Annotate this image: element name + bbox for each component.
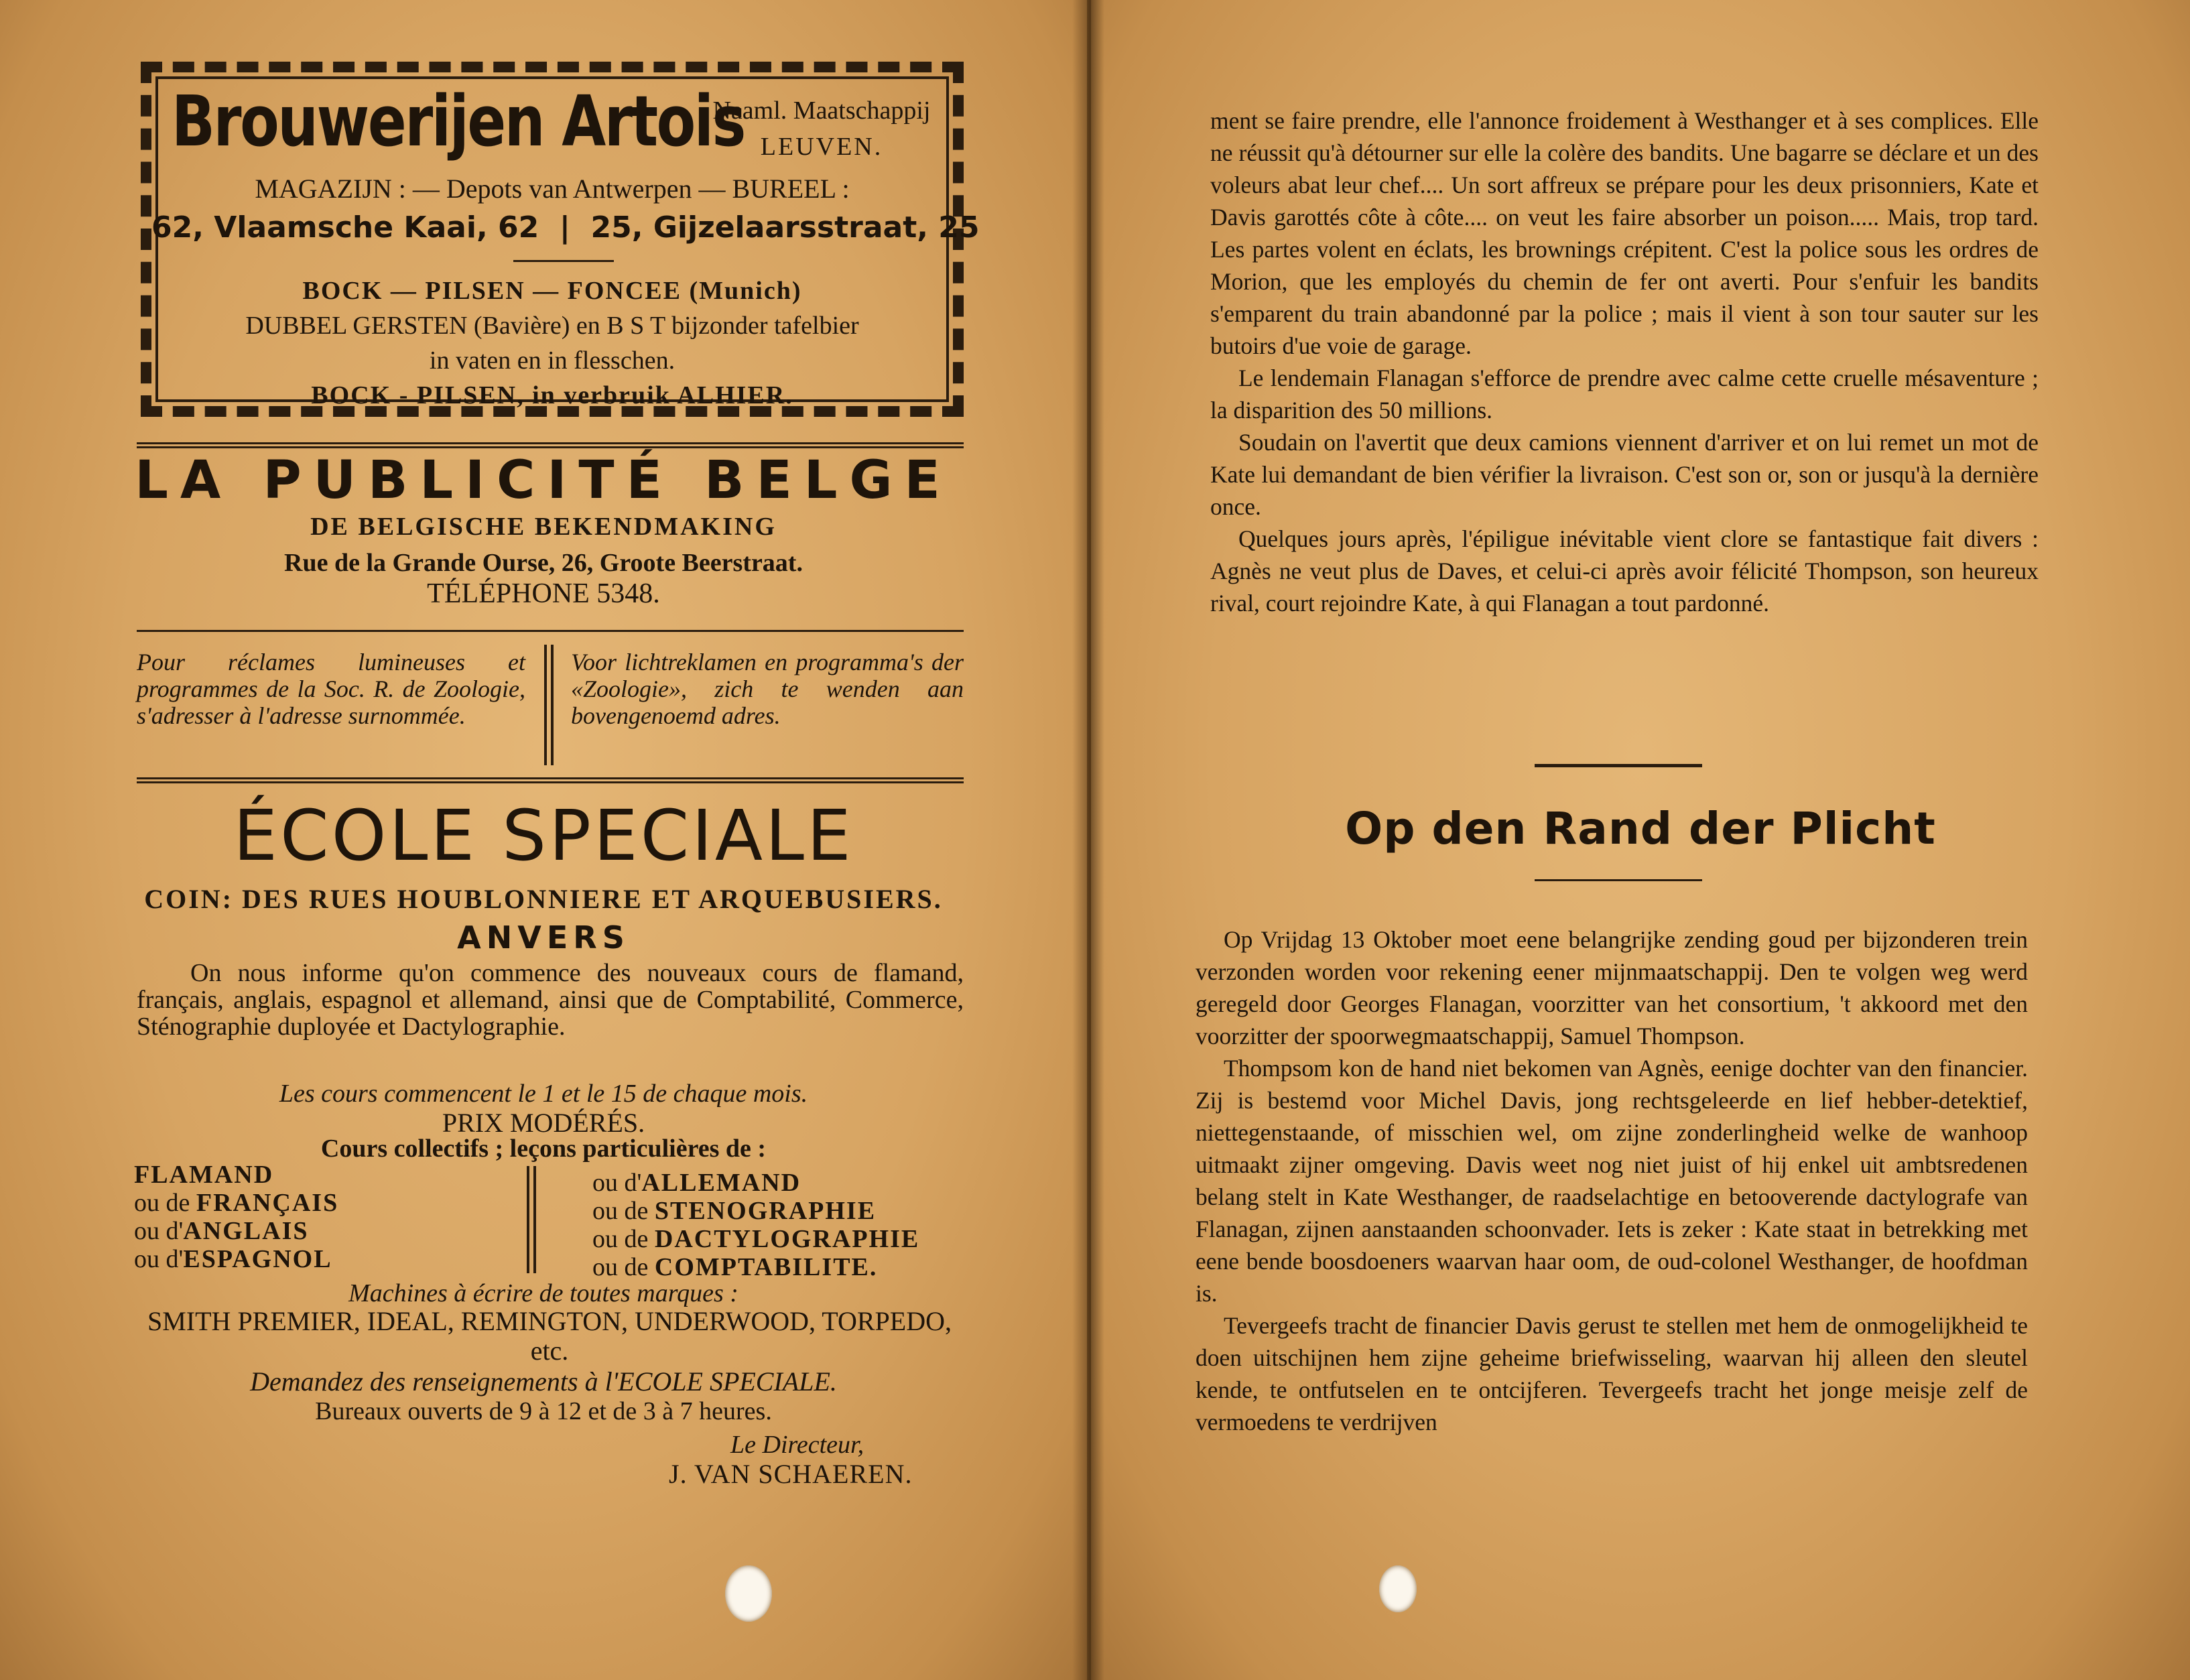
ecole-city: ANVERS bbox=[457, 919, 630, 956]
artois-company-line1: Naaml. Maatschappij bbox=[712, 96, 931, 125]
artois-divider bbox=[513, 260, 614, 262]
language-item: ou d'ALLEMAND bbox=[592, 1169, 801, 1197]
ecole-prices: PRIX MODÉRÉS. bbox=[442, 1108, 645, 1138]
paragraph: ment se faire prendre, elle l'annonce froidement à Westhanger et à ses complices. Elle ne réussit qu'à détourner sur elle la colère des bandits. Une bagarre se déclare et un des voleurs abat leur chef.... Un sort affreux se prépare pour les deux prisonniers, Kate et Davis garottés côte à côte.... on veut les faire absorber un poison..... Mais, trop tard. Les partes volent en éclats, les brownings crépitent. C'est la police sous les ordres de Morion, que les employés du chemin de fer ont averti. Pour s'enfuir les bandits s'emparent du train abandonné par la police ; mais il vient à son tour sauter sur les butoirs d'ue voie de garage. bbox=[1210, 107, 2039, 359]
punch-hole bbox=[725, 1565, 772, 1622]
paragraph: Soudain on l'avertit que deux camions viennent d'arriver et on lui remet un mot de Kate lui demandant de bien vérifier la livraison. C'est son or, son or jusqu'à la dernière once. bbox=[1210, 429, 2039, 520]
artois-products-line3: in vaten en in flesschen. bbox=[429, 346, 675, 375]
language-item: ou de DACTYLOGRAPHIE bbox=[592, 1225, 920, 1253]
language-list-left bbox=[134, 1161, 338, 1273]
french-synopsis bbox=[1210, 105, 2039, 619]
publicite-note-dutch: Voor lichtreklamen en programma's der «Zoologie», zich te wenden aan bovengenoemd adres. bbox=[571, 649, 964, 729]
publicite-title: LA PUBLICITÉ BELGE bbox=[135, 450, 952, 511]
divider-rule bbox=[137, 442, 964, 448]
dutch-synopsis bbox=[1196, 923, 2028, 1438]
ecole-hours: Bureaux ouverts de 9 à 12 et de 3 à 7 heures. bbox=[315, 1397, 772, 1425]
divider-rule bbox=[1535, 879, 1702, 881]
director-name: J. VAN SCHAEREN. bbox=[669, 1459, 913, 1489]
director-title: Le Directeur, bbox=[730, 1431, 864, 1459]
ecole-address: COIN: DES RUES HOUBLONNIERE ET ARQUEBUSIERS. bbox=[144, 884, 943, 914]
artois-address: 62, Vlaamsche Kaai, 62 | 25, Gijzelaarsstraat, 25 bbox=[151, 210, 980, 245]
language-item: ou de STENOGRAPHIE bbox=[592, 1197, 877, 1225]
ecole-start-dates: Les cours commencent le 1 et le 15 de chaque mois. bbox=[279, 1080, 808, 1108]
ecole-contact: Demandez des renseignements à l'ECOLE SPECIALE. bbox=[250, 1366, 837, 1397]
language-item: ou de FRANÇAIS bbox=[134, 1189, 339, 1217]
artois-company-line2: LEUVEN. bbox=[760, 133, 883, 161]
language-item: ou d'ANGLAIS bbox=[134, 1217, 309, 1245]
paragraph: Thompsom kon de hand niet bekomen van Agnès, eenige dochter van den financier. Zij is bestemd voor Michel Davis, jong rechtsgeleerde en lief hebber-detektief, niettegenstaande, of misschien wel, om zijne zonderlingheid welke de wanhoop uitmaakt zijner omgeving. Davis weet nog niet juist of hij enkel uit ambtsredenen belang stelt in Kate Westhanger, de raadselachtige en betooverende dactylografe van Flanagan, zijnen aanstaanden schoonvader. Iets is zeker : Kate staat in betrekking met eene bende boosdoeners waarvan haar oom, de oud-colonel Westhanger, de hoofdman is. bbox=[1196, 1055, 2028, 1307]
artois-advertisement bbox=[141, 62, 980, 417]
ecole-courses: Cours collectifs ; leçons particulières de : bbox=[320, 1135, 767, 1163]
publicite-note-french: Pour réclames lumineuses et programmes de la Soc. R. de Zoologie, s'adresser à l'adresse surnommée. bbox=[137, 649, 525, 729]
divider-rule bbox=[1535, 764, 1702, 767]
paragraph: Op Vrijdag 13 Oktober moet eene belangrijke zending goud per bijzonderen trein verzonden worden voor rekening eener mijnmaatschappij. Den te volgen weg werd geregeld door Georges Flanagan, voorzitter van het consortium, 't akkoord met den voorzitter der spoorwegmaatschappij, Samuel Thompson. bbox=[1196, 926, 2028, 1049]
publicite-telephone: TÉLÉPHONE 5348. bbox=[427, 578, 660, 609]
publicite-subtitle: DE BELGISCHE BEKENDMAKING bbox=[310, 513, 777, 541]
artois-products-line4: BOCK - PILSEN, in verbruik ALHIER. bbox=[311, 381, 793, 409]
column-separator bbox=[544, 645, 554, 765]
language-list-right bbox=[592, 1169, 919, 1281]
artois-depots: MAGAZIJN : — Depots van Antwerpen — BUREEL : bbox=[255, 174, 850, 204]
artois-products-line1: BOCK — PILSEN — FONCEE (Munich) bbox=[302, 277, 802, 305]
divider-rule bbox=[137, 630, 964, 633]
publicite-street: Rue de la Grande Ourse, 26, Groote Beerstraat. bbox=[284, 549, 803, 577]
artois-brand: Brouwerijen Artois bbox=[172, 80, 745, 162]
ecole-intro: On nous informe qu'on commence des nouveaux cours de flamand, français, anglais, espagnol et allemand, ainsi que de Comptabilité, Commerce, Sténographie duployée et Dactylographie. bbox=[137, 959, 964, 1041]
artois-products-line2: DUBBEL GERSTEN (Bavière) en B S T bijzonder tafelbier bbox=[245, 312, 859, 340]
language-item: ou de COMPTABILITE. bbox=[592, 1253, 878, 1281]
paragraph: Quelques jours après, l'épiligue inévitable vient clore se fantastique fait divers : Agnès ne veut plus de Daves, et celui-ci après avoir félicité Thompson, son heureux rival, court rejoindre Kate, à qui Flanagan a tout pardonné. bbox=[1210, 525, 2039, 617]
divider-rule bbox=[137, 777, 964, 783]
language-item: ou d'ESPAGNOL bbox=[134, 1245, 332, 1273]
punch-hole bbox=[1379, 1565, 1417, 1612]
ecole-machines: Machines à écrire de toutes marques : bbox=[348, 1279, 738, 1307]
paragraph: Tevergeefs tracht de financier Davis gerust te stellen met hem de onmogelijkheid te doen uitschijnen hem zijne geheime briefwisseling, waarvan hij alleen den sleutel kende, te ontfutselen en te ontcijferen. Tevergeefs tracht het jonge meisje zelf de vermoedens te verdrijven bbox=[1196, 1312, 2028, 1435]
language-item: FLAMAND bbox=[134, 1161, 274, 1189]
artois-products bbox=[151, 273, 953, 413]
column-separator bbox=[527, 1166, 536, 1273]
section-title: Op den Rand der Plicht bbox=[1345, 803, 1936, 854]
ecole-typewriter-brands: SMITH PREMIER, IDEAL, REMINGTON, UNDERWOOD, TORPEDO, etc. bbox=[147, 1306, 952, 1366]
artois-company bbox=[688, 92, 956, 165]
paragraph: Le lendemain Flanagan s'efforce de prendre avec calme cette cruelle mésaventure ; la disparition des 50 millions. bbox=[1210, 365, 2039, 424]
ecole-title: ÉCOLE SPECIALE bbox=[233, 795, 854, 877]
